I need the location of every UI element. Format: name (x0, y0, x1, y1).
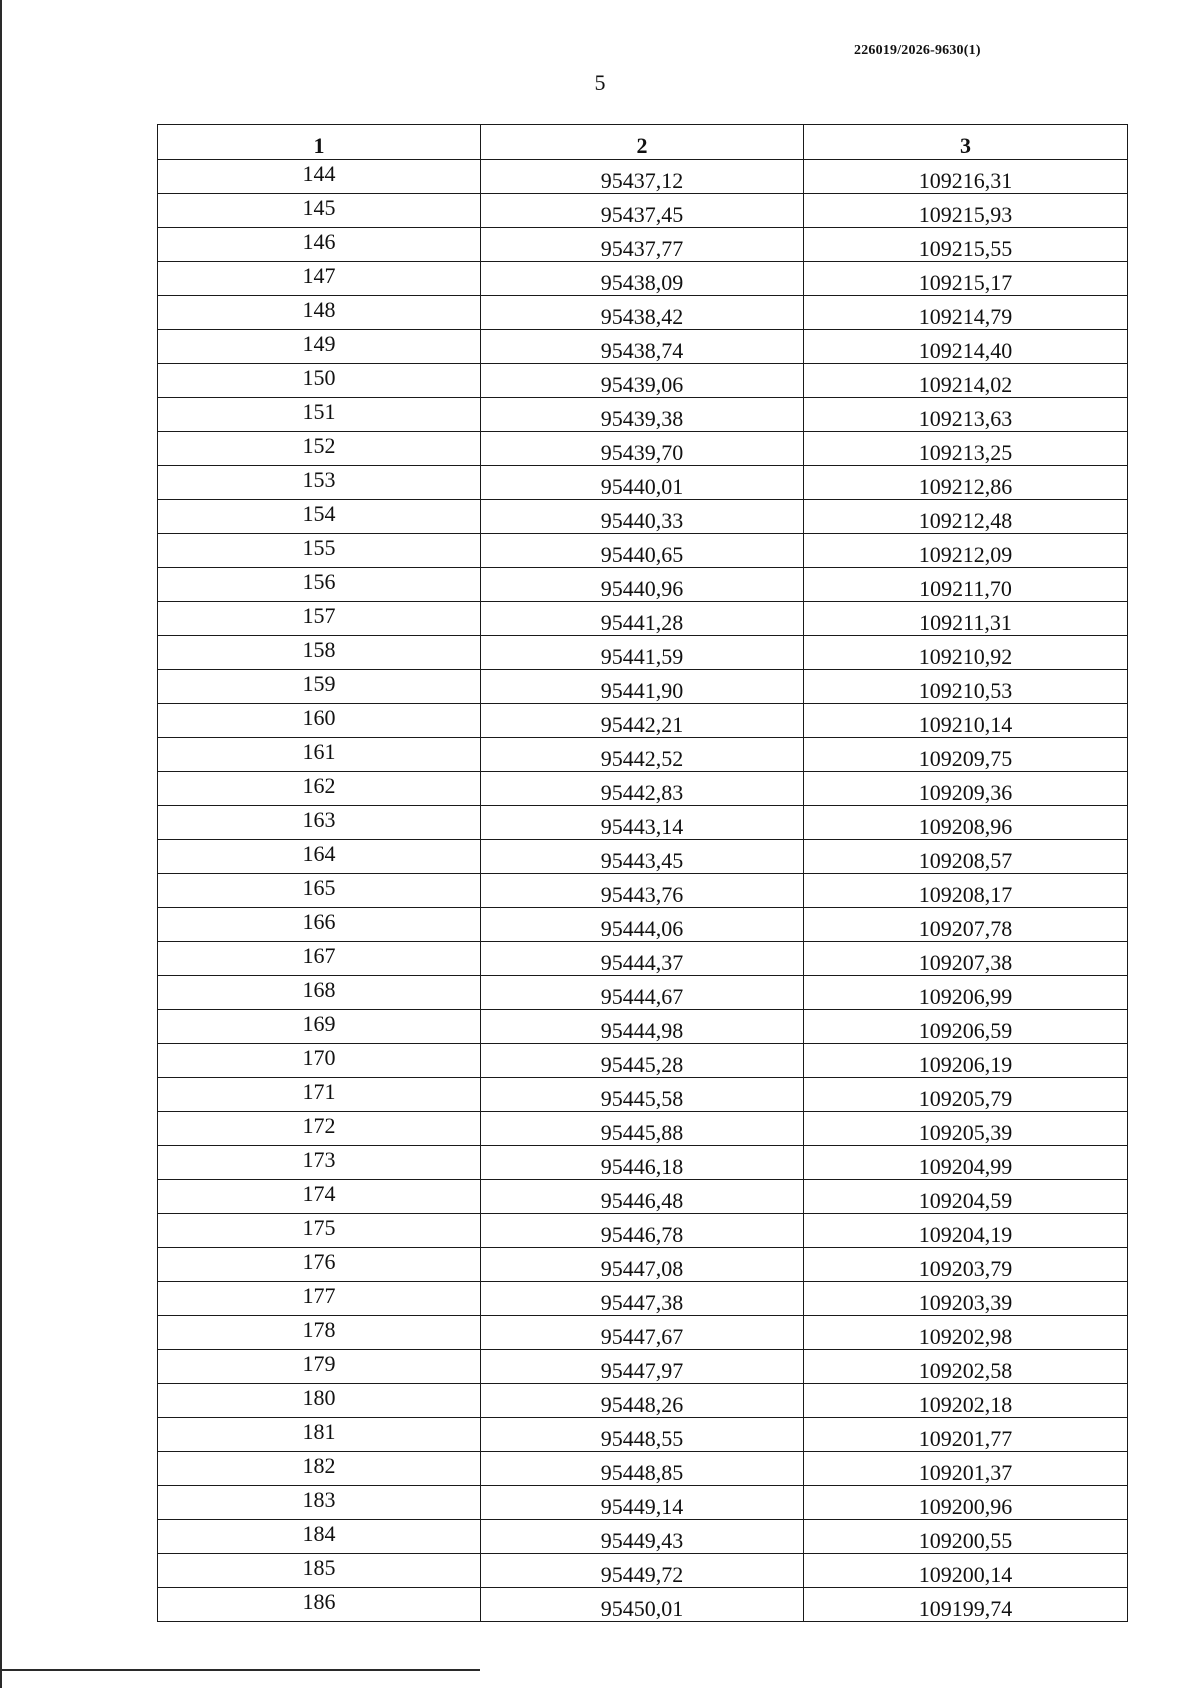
table-row (158, 806, 1128, 840)
coordinate-x-cell: 95443,76 (481, 874, 804, 908)
table-row (158, 228, 1128, 262)
coordinate-x-cell: 95444,98 (481, 1010, 804, 1044)
coordinate-y-cell: 109207,78 (804, 908, 1128, 942)
coordinate-y-cell: 109211,70 (804, 568, 1128, 602)
table-row (158, 738, 1128, 772)
point-number-cell: 176 (158, 1248, 481, 1282)
column-header-1: 1 (158, 125, 481, 160)
coordinate-y-cell: 109205,79 (804, 1078, 1128, 1112)
table-row (158, 1350, 1128, 1384)
coordinate-y-cell: 109201,77 (804, 1418, 1128, 1452)
point-number-cell: 175 (158, 1214, 481, 1248)
coordinate-y-cell: 109205,39 (804, 1112, 1128, 1146)
coordinate-x-cell: 95449,14 (481, 1486, 804, 1520)
coordinate-y-cell: 109211,31 (804, 602, 1128, 636)
coordinate-x-cell: 95447,08 (481, 1248, 804, 1282)
coordinate-x-cell: 95449,72 (481, 1554, 804, 1588)
coordinate-y-cell: 109203,39 (804, 1282, 1128, 1316)
coordinate-x-cell: 95437,77 (481, 228, 804, 262)
table-row (158, 636, 1128, 670)
table-row (158, 330, 1128, 364)
coordinate-y-cell: 109215,93 (804, 194, 1128, 228)
point-number-cell: 162 (158, 772, 481, 806)
coordinate-y-cell: 109208,57 (804, 840, 1128, 874)
table-row (158, 432, 1128, 466)
coordinate-x-cell: 95448,55 (481, 1418, 804, 1452)
point-number-cell: 168 (158, 976, 481, 1010)
point-number-cell: 181 (158, 1418, 481, 1452)
point-number-cell: 160 (158, 704, 481, 738)
coordinate-x-cell: 95441,59 (481, 636, 804, 670)
coordinate-x-cell: 95438,74 (481, 330, 804, 364)
table-row (158, 840, 1128, 874)
coordinate-y-cell: 109212,48 (804, 500, 1128, 534)
coordinate-x-cell: 95447,67 (481, 1316, 804, 1350)
point-number-cell: 161 (158, 738, 481, 772)
coordinate-y-cell: 109214,79 (804, 296, 1128, 330)
table-row (158, 772, 1128, 806)
coordinate-x-cell: 95444,06 (481, 908, 804, 942)
table-row (158, 1146, 1128, 1180)
coordinate-y-cell: 109212,09 (804, 534, 1128, 568)
coordinate-x-cell: 95440,96 (481, 568, 804, 602)
table-row (158, 466, 1128, 500)
coordinate-y-cell: 109208,17 (804, 874, 1128, 908)
coordinate-x-cell: 95444,37 (481, 942, 804, 976)
table-row (158, 1044, 1128, 1078)
point-number-cell: 182 (158, 1452, 481, 1486)
point-number-cell: 151 (158, 398, 481, 432)
table-row (158, 1112, 1128, 1146)
point-number-cell: 167 (158, 942, 481, 976)
coordinate-x-cell: 95445,28 (481, 1044, 804, 1078)
coordinate-y-cell: 109215,55 (804, 228, 1128, 262)
point-number-cell: 149 (158, 330, 481, 364)
coordinate-y-cell: 109200,55 (804, 1520, 1128, 1554)
coordinate-y-cell: 109200,14 (804, 1554, 1128, 1588)
coordinate-y-cell: 109202,98 (804, 1316, 1128, 1350)
table-row (158, 534, 1128, 568)
table-row (158, 976, 1128, 1010)
point-number-cell: 179 (158, 1350, 481, 1384)
coordinate-y-cell: 109204,19 (804, 1214, 1128, 1248)
coordinate-x-cell: 95443,45 (481, 840, 804, 874)
coordinate-y-cell: 109199,74 (804, 1588, 1128, 1622)
coordinate-y-cell: 109209,75 (804, 738, 1128, 772)
coordinate-y-cell: 109210,14 (804, 704, 1128, 738)
coordinate-y-cell: 109209,36 (804, 772, 1128, 806)
table-row (158, 296, 1128, 330)
point-number-cell: 144 (158, 160, 481, 194)
page-number: 5 (594, 70, 606, 95)
coordinate-x-cell: 95449,43 (481, 1520, 804, 1554)
coordinate-x-cell: 95442,21 (481, 704, 804, 738)
coordinate-x-cell: 95450,01 (481, 1588, 804, 1622)
table-row (158, 398, 1128, 432)
point-number-cell: 180 (158, 1384, 481, 1418)
table-row (158, 1078, 1128, 1112)
coordinate-x-cell: 95446,18 (481, 1146, 804, 1180)
point-number-cell: 157 (158, 602, 481, 636)
point-number-cell: 171 (158, 1078, 481, 1112)
point-number-cell: 152 (158, 432, 481, 466)
coordinate-x-cell: 95438,42 (481, 296, 804, 330)
table-header-row (158, 125, 1128, 160)
coordinate-x-cell: 95447,38 (481, 1282, 804, 1316)
coordinate-x-cell: 95446,48 (481, 1180, 804, 1214)
point-number-cell: 178 (158, 1316, 481, 1350)
coordinate-x-cell: 95444,67 (481, 976, 804, 1010)
table-row (158, 1384, 1128, 1418)
coordinate-x-cell: 95441,28 (481, 602, 804, 636)
point-number-cell: 145 (158, 194, 481, 228)
coordinate-x-cell: 95438,09 (481, 262, 804, 296)
point-number-cell: 155 (158, 534, 481, 568)
coordinates-table (157, 124, 1128, 1622)
coordinate-y-cell: 109204,99 (804, 1146, 1128, 1180)
page-left-edge (0, 0, 2, 1688)
coordinate-y-cell: 109203,79 (804, 1248, 1128, 1282)
point-number-cell: 173 (158, 1146, 481, 1180)
table-row (158, 1588, 1128, 1622)
table-row (158, 1554, 1128, 1588)
coordinate-y-cell: 109214,40 (804, 330, 1128, 364)
coordinate-x-cell: 95441,90 (481, 670, 804, 704)
coordinate-y-cell: 109200,96 (804, 1486, 1128, 1520)
point-number-cell: 147 (158, 262, 481, 296)
table-row (158, 262, 1128, 296)
table-row (158, 1452, 1128, 1486)
table-row (158, 1180, 1128, 1214)
coordinate-y-cell: 109206,19 (804, 1044, 1128, 1078)
table-row (158, 704, 1128, 738)
coordinate-x-cell: 95439,38 (481, 398, 804, 432)
coordinate-x-cell: 95446,78 (481, 1214, 804, 1248)
point-number-cell: 170 (158, 1044, 481, 1078)
coordinate-x-cell: 95442,52 (481, 738, 804, 772)
coordinate-x-cell: 95445,58 (481, 1078, 804, 1112)
coordinate-y-cell: 109206,59 (804, 1010, 1128, 1044)
table-body (158, 160, 1128, 1622)
coordinate-y-cell: 109210,53 (804, 670, 1128, 704)
table-row (158, 1248, 1128, 1282)
point-number-cell: 154 (158, 500, 481, 534)
coordinate-y-cell: 109212,86 (804, 466, 1128, 500)
coordinate-y-cell: 109204,59 (804, 1180, 1128, 1214)
coordinate-y-cell: 109206,99 (804, 976, 1128, 1010)
point-number-cell: 163 (158, 806, 481, 840)
point-number-cell: 166 (158, 908, 481, 942)
point-number-cell: 153 (158, 466, 481, 500)
table-row (158, 160, 1128, 194)
table-row (158, 1316, 1128, 1350)
table-row (158, 874, 1128, 908)
table-row (158, 1418, 1128, 1452)
coordinate-y-cell: 109214,02 (804, 364, 1128, 398)
coordinate-y-cell: 109207,38 (804, 942, 1128, 976)
table-row (158, 908, 1128, 942)
point-number-cell: 183 (158, 1486, 481, 1520)
point-number-cell: 174 (158, 1180, 481, 1214)
document-number: 226019/2026-9630(1) (854, 43, 981, 58)
table-row (158, 1486, 1128, 1520)
column-header-2: 2 (481, 125, 804, 160)
table-row (158, 1520, 1128, 1554)
point-number-cell: 148 (158, 296, 481, 330)
coordinate-y-cell: 109216,31 (804, 160, 1128, 194)
coordinate-x-cell: 95448,85 (481, 1452, 804, 1486)
coordinate-x-cell: 95447,97 (481, 1350, 804, 1384)
point-number-cell: 169 (158, 1010, 481, 1044)
coordinate-y-cell: 109202,18 (804, 1384, 1128, 1418)
coordinate-x-cell: 95437,12 (481, 160, 804, 194)
point-number-cell: 186 (158, 1588, 481, 1622)
table-row (158, 942, 1128, 976)
coordinate-x-cell: 95440,33 (481, 500, 804, 534)
column-header-3: 3 (804, 125, 1128, 160)
coordinate-y-cell: 109213,63 (804, 398, 1128, 432)
coordinate-x-cell: 95443,14 (481, 806, 804, 840)
table-row (158, 670, 1128, 704)
point-number-cell: 172 (158, 1112, 481, 1146)
table-row (158, 194, 1128, 228)
point-number-cell: 184 (158, 1520, 481, 1554)
point-number-cell: 150 (158, 364, 481, 398)
coordinate-y-cell: 109208,96 (804, 806, 1128, 840)
table-row (158, 1010, 1128, 1044)
coordinate-x-cell: 95440,01 (481, 466, 804, 500)
table-row (158, 602, 1128, 636)
page-bottom-edge (0, 1669, 480, 1671)
coordinate-x-cell: 95445,88 (481, 1112, 804, 1146)
point-number-cell: 177 (158, 1282, 481, 1316)
coordinate-x-cell: 95437,45 (481, 194, 804, 228)
point-number-cell: 146 (158, 228, 481, 262)
coordinate-x-cell: 95448,26 (481, 1384, 804, 1418)
table-row (158, 364, 1128, 398)
coordinate-y-cell: 109210,92 (804, 636, 1128, 670)
point-number-cell: 164 (158, 840, 481, 874)
table-row (158, 500, 1128, 534)
point-number-cell: 158 (158, 636, 481, 670)
table-row (158, 568, 1128, 602)
table-row (158, 1282, 1128, 1316)
coordinate-x-cell: 95442,83 (481, 772, 804, 806)
coordinate-y-cell: 109202,58 (804, 1350, 1128, 1384)
point-number-cell: 159 (158, 670, 481, 704)
point-number-cell: 185 (158, 1554, 481, 1588)
point-number-cell: 156 (158, 568, 481, 602)
coordinate-y-cell: 109215,17 (804, 262, 1128, 296)
coordinate-x-cell: 95439,06 (481, 364, 804, 398)
point-number-cell: 165 (158, 874, 481, 908)
coordinate-x-cell: 95440,65 (481, 534, 804, 568)
coordinate-y-cell: 109213,25 (804, 432, 1128, 466)
table-row (158, 1214, 1128, 1248)
coordinate-x-cell: 95439,70 (481, 432, 804, 466)
coordinate-y-cell: 109201,37 (804, 1452, 1128, 1486)
